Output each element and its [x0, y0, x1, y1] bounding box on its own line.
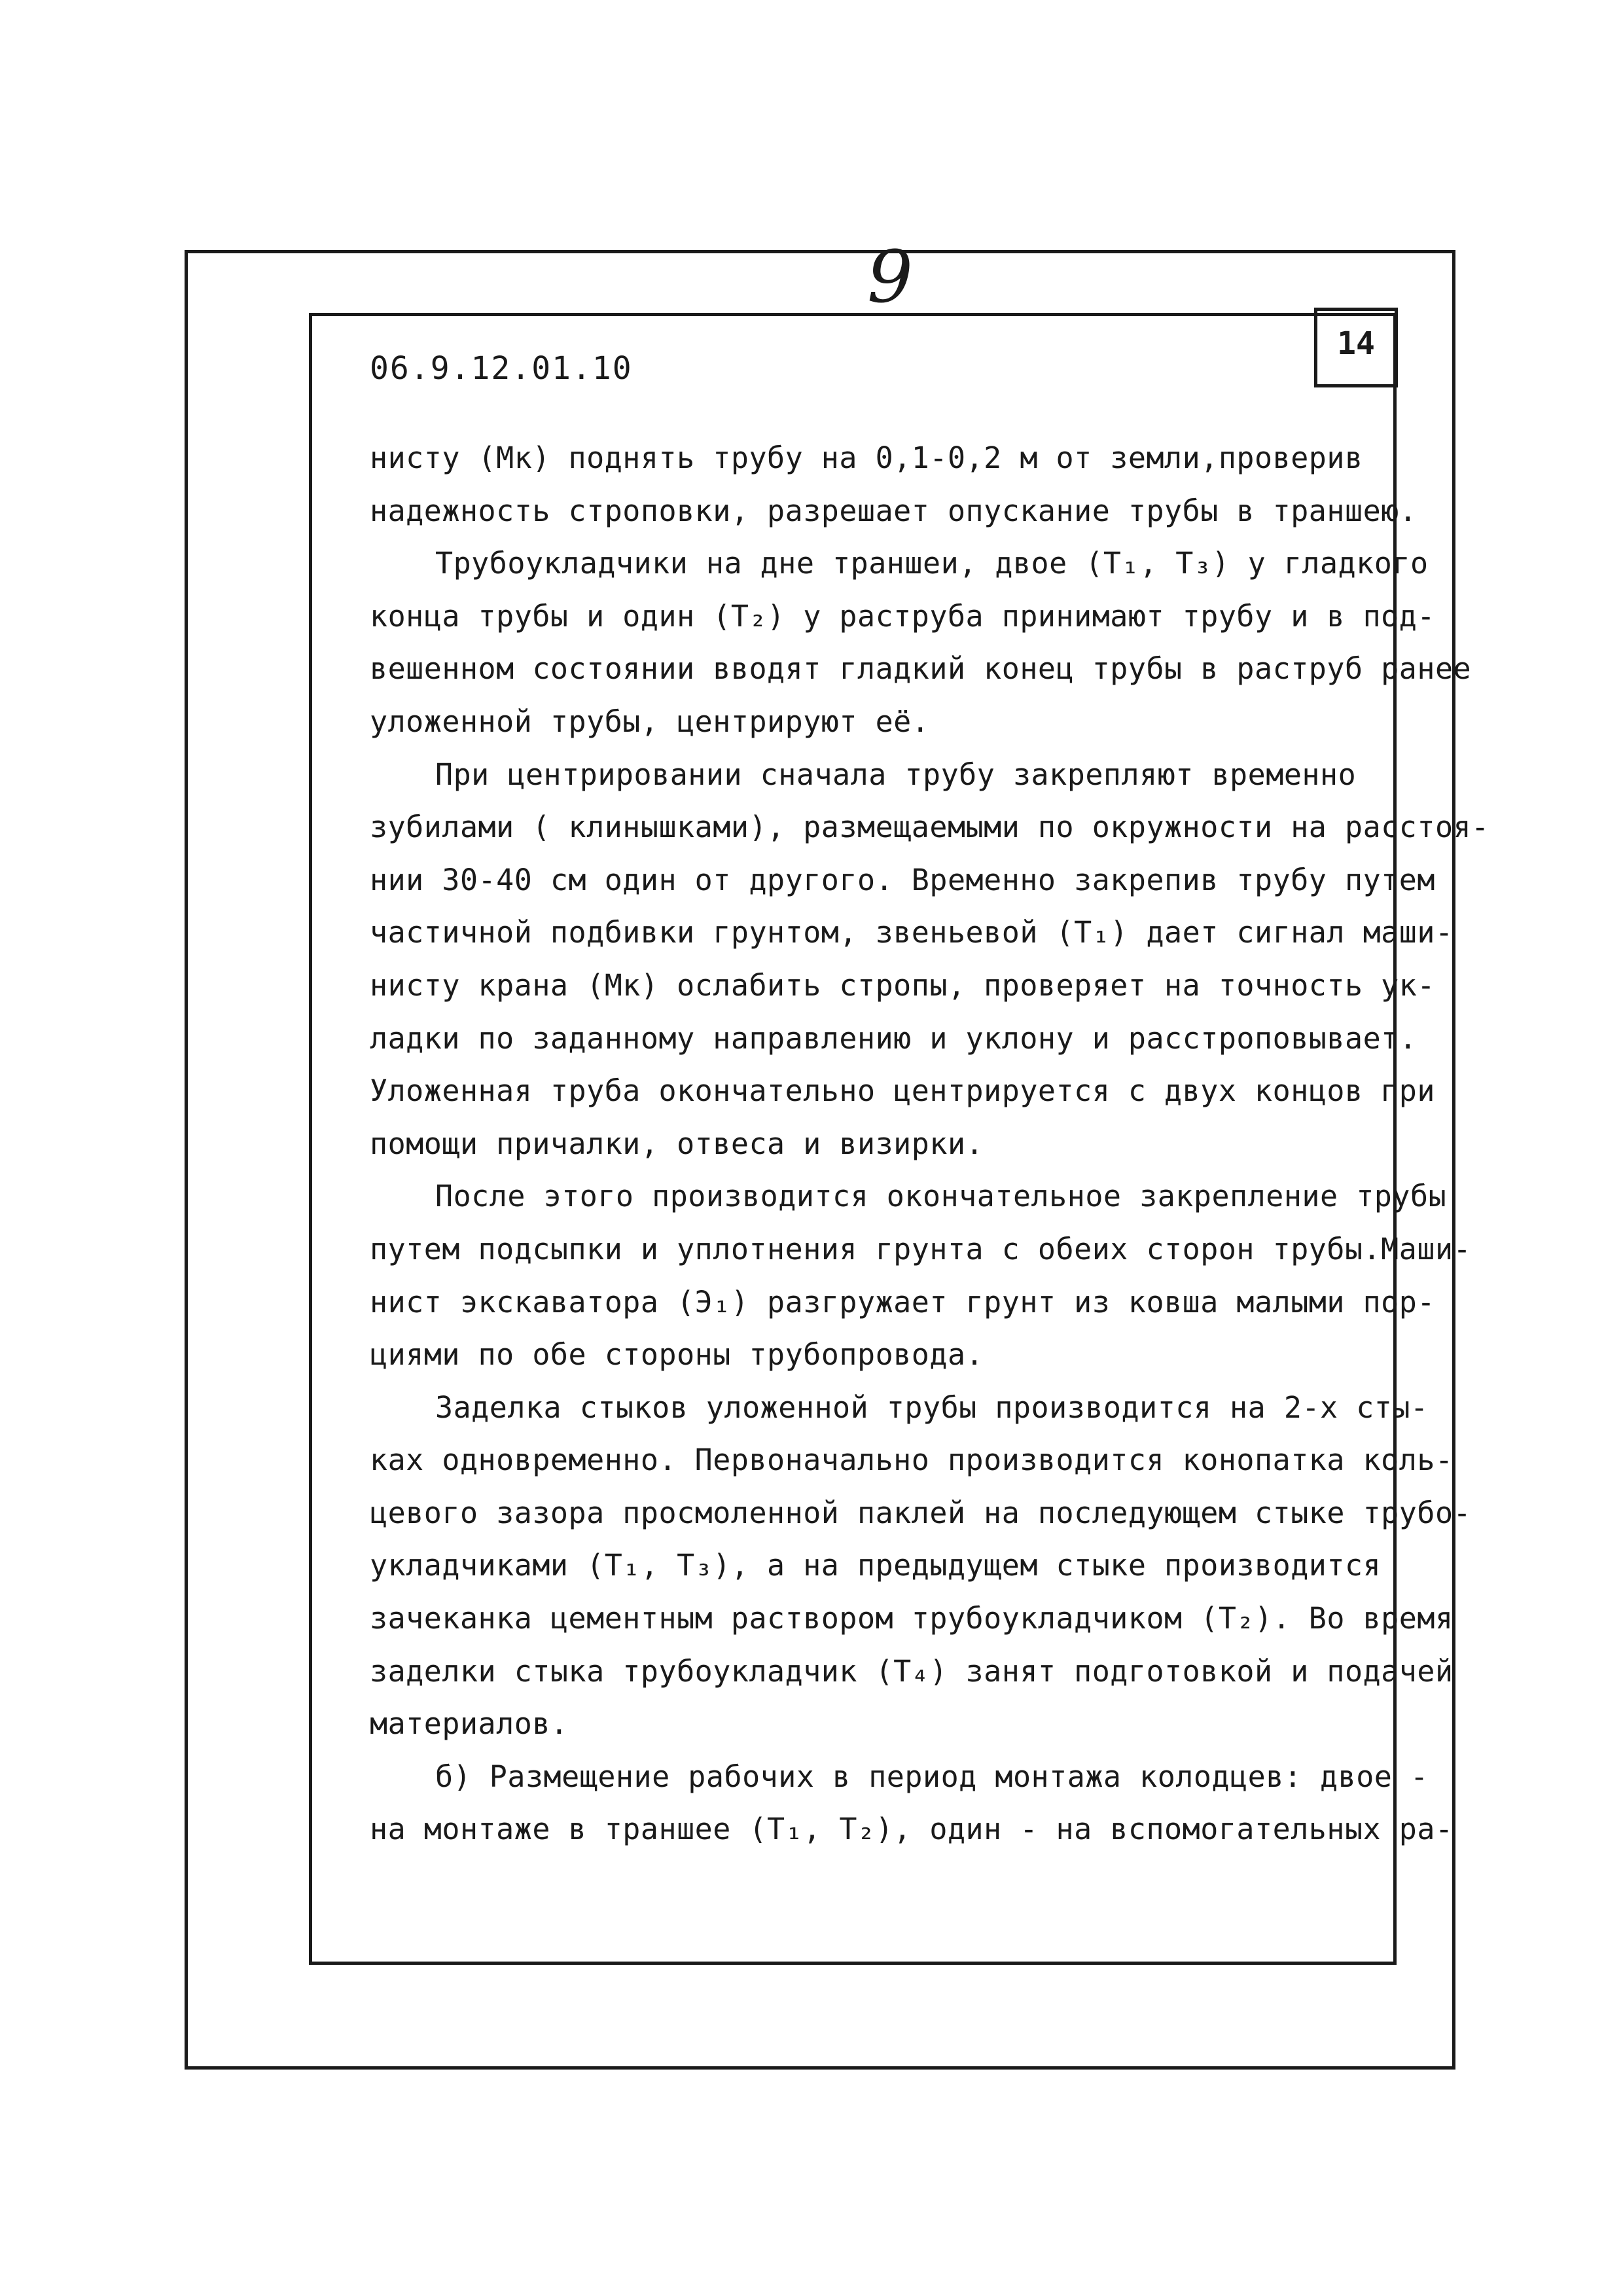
text-line: конца трубы и один (T₂) у раструба принимают трубу и в под-	[370, 598, 1435, 634]
text-line: ках одновременно. Первоначально производится конопатка коль-	[370, 1443, 1454, 1478]
text-line: частичной подбивки грунтом, звеньевой (T₁) дает сигнал маши-	[370, 915, 1454, 950]
text-line: нист экскаватора (Э₁) разгружает грунт из ковша малыми пор-	[370, 1284, 1435, 1319]
text-line: надежность строповки, разрешает опускание трубы в траншею.	[370, 493, 1418, 528]
text-line: укладчиками (T₁, T₃), а на предыдущем стыке производится	[370, 1548, 1382, 1583]
text-line: нисту крана (Мк) ослабить стропы, проверяет на точность ук-	[370, 967, 1435, 1003]
text-line: После этого производится окончательное закрепление трубы	[435, 1179, 1447, 1214]
text-line: на монтаже в траншее (T₁, T₂), один - на вспомогательных ра-	[370, 1812, 1454, 1847]
document-code: 06.9.12.01.10	[370, 350, 633, 387]
text-line: заделки стыка трубоукладчик (T₄) занят подготовкой и подачей	[370, 1653, 1454, 1689]
text-line: уложенной трубы, центрируют её.	[370, 704, 930, 739]
handwritten-sheet-number: 9	[867, 235, 913, 319]
text-line: нии 30-40 см один от другого. Временно закрепив трубу путем	[370, 862, 1435, 897]
text-line: Трубоукладчики на дне траншеи, двое (T₁, T₃) у гладкого	[435, 546, 1429, 581]
text-line: Уложенная труба окончательно центрируется с двух концов при	[370, 1073, 1435, 1109]
body-text	[370, 432, 1489, 1856]
text-line: б) Размещение рабочих в период монтажа колодцев: двое -	[435, 1759, 1429, 1794]
text-line: зубилами ( клинышками), размещаемыми по окружности на расстоя-	[370, 810, 1489, 845]
text-line: нисту (Мк) поднять трубу на 0,1-0,2 м от земли,проверив	[370, 440, 1363, 475]
text-line: При центрировании сначала трубу закрепляют временно	[435, 757, 1357, 792]
page-number-box: 14	[1314, 308, 1398, 387]
text-line: путем подсыпки и уплотнения грунта с обеих сторон трубы.Маши-	[370, 1231, 1472, 1266]
text-line: цевого зазора просмоленной паклей на последующем стыке трубо-	[370, 1495, 1472, 1530]
text-line: помощи причалки, отвеса и визирки.	[370, 1126, 984, 1161]
text-line: циями по обе стороны трубопровода.	[370, 1337, 984, 1372]
text-line: вешенном состоянии вводят гладкий конец трубы в раструб ранее	[370, 651, 1472, 687]
text-line: материалов.	[370, 1706, 569, 1742]
text-line: зачеканка цементным раствором трубоукладчиком (T₂). Во время	[370, 1601, 1454, 1636]
text-line: ладки по заданному направлению и уклону и расстроповывает.	[370, 1020, 1418, 1056]
text-line: Заделка стыков уложенной трубы производится на 2-х сты-	[435, 1390, 1429, 1425]
